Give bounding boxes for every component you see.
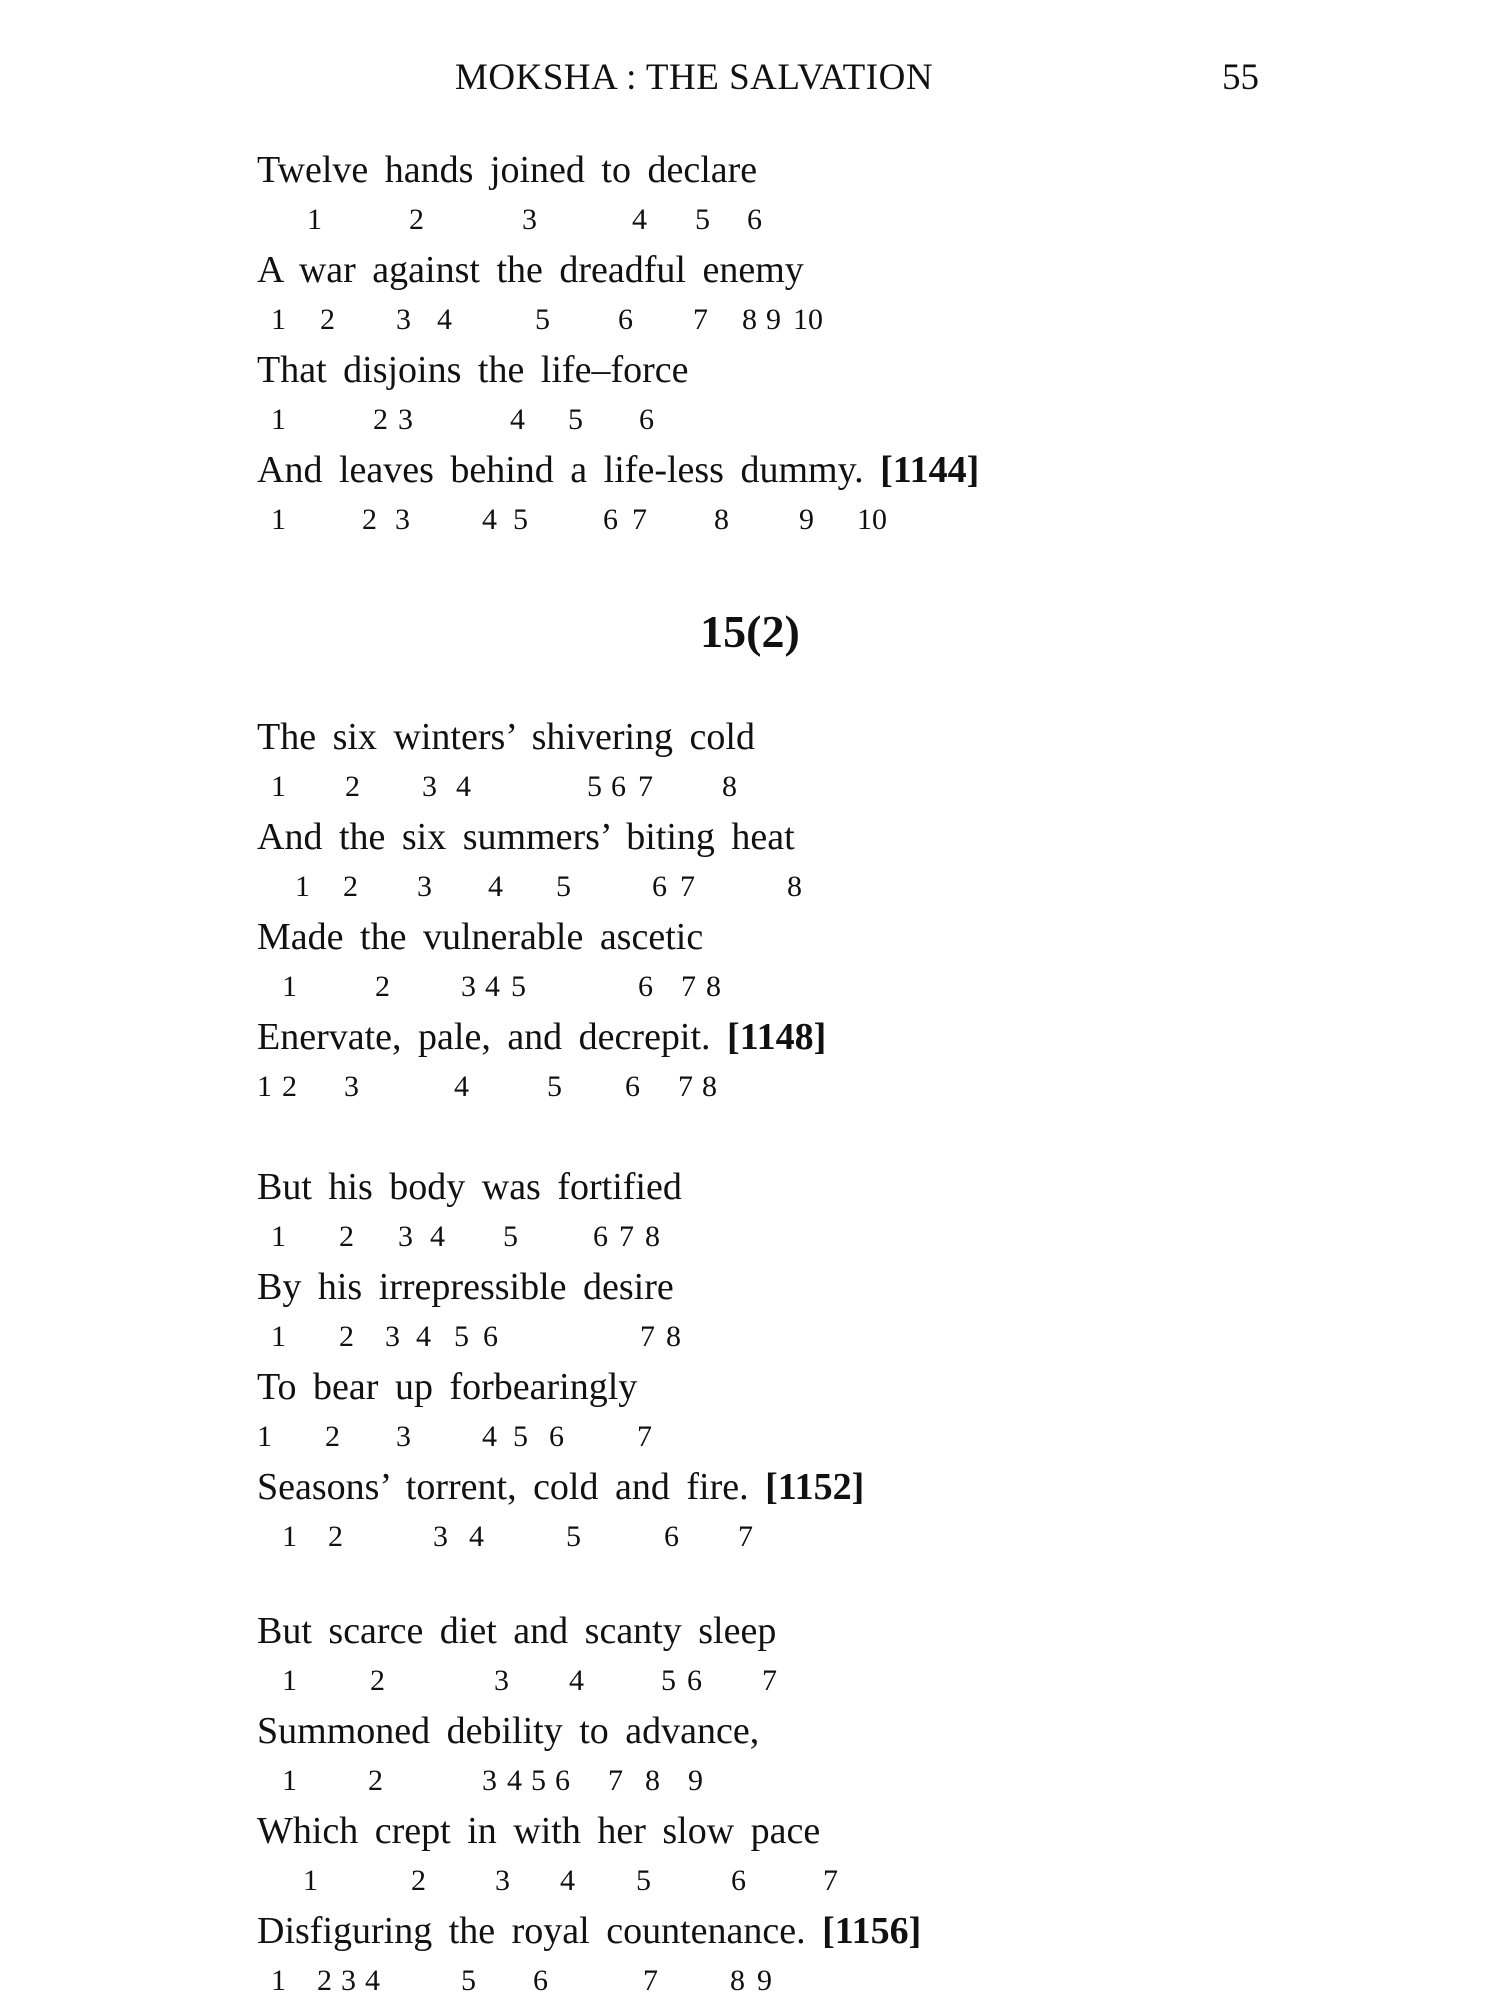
word-number: 4 [430,1220,445,1253]
word-number: 5 [535,303,550,336]
word-numbers [257,195,1357,245]
word-number: 4 [437,303,452,336]
word-number: 6 [555,1764,570,1797]
verse-text: Enervate, pale, and decrepit. [257,1016,711,1058]
word-number: 7 [680,870,695,903]
word-number: 1 [271,770,286,803]
word-numbers [257,1512,1357,1562]
verse-text: A war against the dreadful enemy [257,249,804,291]
word-number: 1 [271,503,286,536]
word-number: 2 [339,1220,354,1253]
word-number: 2 [345,770,360,803]
page-number: 55 [1222,57,1259,98]
word-number: 9 [688,1764,703,1797]
word-number: 4 [469,1520,484,1553]
word-number: 2 [409,203,424,236]
verse-text: The six winters’ shivering cold [257,716,755,758]
word-number: 8 [714,503,729,536]
word-number: 2 [320,303,335,336]
word-number: 8 [730,1964,745,1997]
verse-reference: [1156] [822,1910,922,1952]
word-number: 6 [638,970,653,1003]
word-number: 2 [343,870,358,903]
verse-line [257,1906,1357,1956]
word-numbers [257,1062,1357,1112]
word-number: 2 [362,503,377,536]
word-number: 8 [645,1220,660,1253]
verse-line [257,145,1357,195]
stanza [257,1162,1357,1562]
word-number: 3 [461,970,476,1003]
verse-text: By his irrepressible desire [257,1266,674,1308]
word-numbers [257,1656,1357,1706]
verse-text: And leaves behind a life-less dummy. [257,449,864,491]
word-number: 5 [661,1664,676,1697]
word-number: 4 [488,870,503,903]
verse-text: Twelve hands joined to declare [257,149,758,191]
word-number: 3 [344,1070,359,1103]
word-number: 9 [799,503,814,536]
word-number: 1 [307,203,322,236]
word-number: 3 [422,770,437,803]
verse-text: But scarce diet and scanty sleep [257,1610,777,1652]
word-number: 7 [638,770,653,803]
word-numbers [257,1312,1357,1362]
word-number: 3 [396,303,411,336]
word-numbers [257,495,1357,545]
word-number: 1 [282,970,297,1003]
word-number: 1 [303,1864,318,1897]
word-number: 10 [857,503,887,536]
verse-line [257,812,1357,862]
word-number: 2 [328,1520,343,1553]
verse-text: That disjoins the life–force [257,349,689,391]
word-number: 3 [398,403,413,436]
word-number: 7 [762,1664,777,1697]
word-numbers [257,1856,1357,1906]
word-number: 1 [257,1420,272,1453]
word-numbers [257,1956,1357,2006]
word-number: 6 [603,503,618,536]
word-number: 1 [282,1764,297,1797]
word-numbers [257,862,1357,912]
word-number: 5 [695,203,710,236]
word-number: 4 [482,503,497,536]
verse-reference: [1148] [727,1016,827,1058]
section-title: 15(2) [700,606,800,657]
word-number: 4 [507,1764,522,1797]
word-number: 5 [454,1320,469,1353]
word-number: 8 [645,1764,660,1797]
word-numbers [257,1412,1357,1462]
stanza [257,145,1357,545]
word-number: 4 [510,403,525,436]
word-number: 6 [483,1320,498,1353]
stanza [257,1606,1357,2006]
word-number: 3 [417,870,432,903]
word-number: 6 [731,1864,746,1897]
word-number: 7 [619,1220,634,1253]
verse-text: Which crept in with her slow pace [257,1810,821,1852]
word-number: 1 [295,870,310,903]
verse-text: Disfiguring the royal countenance. [257,1910,806,1952]
word-number: 6 [664,1520,679,1553]
word-number: 5 [513,1420,528,1453]
word-number: 3 [398,1220,413,1253]
word-numbers [257,1756,1357,1806]
verse-reference: [1152] [765,1466,865,1508]
word-number: 7 [693,303,708,336]
verse-line [257,245,1357,295]
word-number: 9 [766,303,781,336]
word-number: 2 [375,970,390,1003]
verse-line [257,1462,1357,1512]
verse-text: But his body was fortified [257,1166,682,1208]
verse-line [257,1806,1357,1856]
verse-text: And the six summers’ biting heat [257,816,795,858]
verse-text: Made the vulnerable ascetic [257,916,704,958]
word-number: 3 [494,1664,509,1697]
word-number: 3 [396,1420,411,1453]
word-number: 7 [643,1964,658,1997]
word-number: 8 [787,870,802,903]
verse-line [257,912,1357,962]
word-number: 5 [503,1220,518,1253]
word-number: 8 [706,970,721,1003]
word-number: 1 [282,1520,297,1553]
verse-line [257,712,1357,762]
word-number: 6 [747,203,762,236]
word-number: 6 [611,770,626,803]
verse-text: Summoned debility to advance, [257,1710,760,1752]
word-number: 2 [339,1320,354,1353]
word-number: 2 [373,403,388,436]
word-number: 1 [282,1664,297,1697]
verse-line [257,1706,1357,1756]
word-number: 10 [793,303,823,336]
verse-line [257,1162,1357,1212]
word-number: 4 [365,1964,380,1997]
word-number: 7 [637,1420,652,1453]
word-number: 7 [823,1864,838,1897]
word-number: 5 [461,1964,476,1997]
word-number: 9 [757,1964,772,1997]
word-number: 4 [485,970,500,1003]
word-number: 6 [687,1664,702,1697]
word-number: 5 [556,870,571,903]
word-number: 7 [678,1070,693,1103]
verse-line [257,445,1357,495]
word-number: 3 [341,1964,356,1997]
word-number: 6 [625,1070,640,1103]
word-number: 6 [533,1964,548,1997]
word-number: 1 [271,303,286,336]
word-number: 2 [317,1964,332,1997]
page-header [0,56,1500,106]
word-numbers [257,295,1357,345]
word-number: 8 [702,1070,717,1103]
word-number: 2 [282,1070,297,1103]
word-number: 2 [411,1864,426,1897]
word-number: 8 [742,303,757,336]
word-number: 4 [560,1864,575,1897]
word-number: 5 [547,1070,562,1103]
word-number: 8 [666,1320,681,1353]
word-number: 2 [325,1420,340,1453]
verse-reference: [1144] [880,449,980,491]
word-numbers [257,1212,1357,1262]
word-number: 4 [456,770,471,803]
word-number: 1 [271,1320,286,1353]
word-number: 6 [549,1420,564,1453]
word-numbers [257,395,1357,445]
word-number: 4 [482,1420,497,1453]
word-number: 1 [257,1070,272,1103]
word-number: 1 [271,1964,286,1997]
word-number: 2 [370,1664,385,1697]
verse-line [257,1362,1357,1412]
word-number: 5 [566,1520,581,1553]
verse-text: To bear up forbearingly [257,1366,638,1408]
word-numbers [257,962,1357,1012]
verse-line [257,1012,1357,1062]
word-number: 6 [593,1220,608,1253]
word-number: 7 [632,503,647,536]
word-number: 3 [433,1520,448,1553]
word-number: 6 [618,303,633,336]
word-number: 7 [640,1320,655,1353]
word-number: 7 [608,1764,623,1797]
verse-text: Seasons’ torrent, cold and fire. [257,1466,749,1508]
word-number: 2 [368,1764,383,1797]
word-number: 6 [652,870,667,903]
running-head: MOKSHA : THE SALVATION [455,57,934,98]
word-number: 4 [632,203,647,236]
word-number: 1 [271,403,286,436]
verse-line [257,1606,1357,1656]
word-number: 3 [495,1864,510,1897]
word-number: 5 [636,1864,651,1897]
word-number: 5 [531,1764,546,1797]
word-number: 3 [395,503,410,536]
word-number: 5 [587,770,602,803]
word-number: 7 [681,970,696,1003]
word-number: 3 [482,1764,497,1797]
verse-line [257,1262,1357,1312]
word-number: 6 [639,403,654,436]
word-number: 3 [522,203,537,236]
word-number: 5 [513,503,528,536]
word-number: 4 [416,1320,431,1353]
word-number: 4 [454,1070,469,1103]
word-number: 4 [569,1664,584,1697]
word-number: 5 [511,970,526,1003]
word-number: 3 [385,1320,400,1353]
verse-line [257,345,1357,395]
word-number: 1 [271,1220,286,1253]
word-number: 5 [568,403,583,436]
stanza [257,712,1357,1112]
word-number: 7 [738,1520,753,1553]
word-number: 8 [722,770,737,803]
word-numbers [257,762,1357,812]
